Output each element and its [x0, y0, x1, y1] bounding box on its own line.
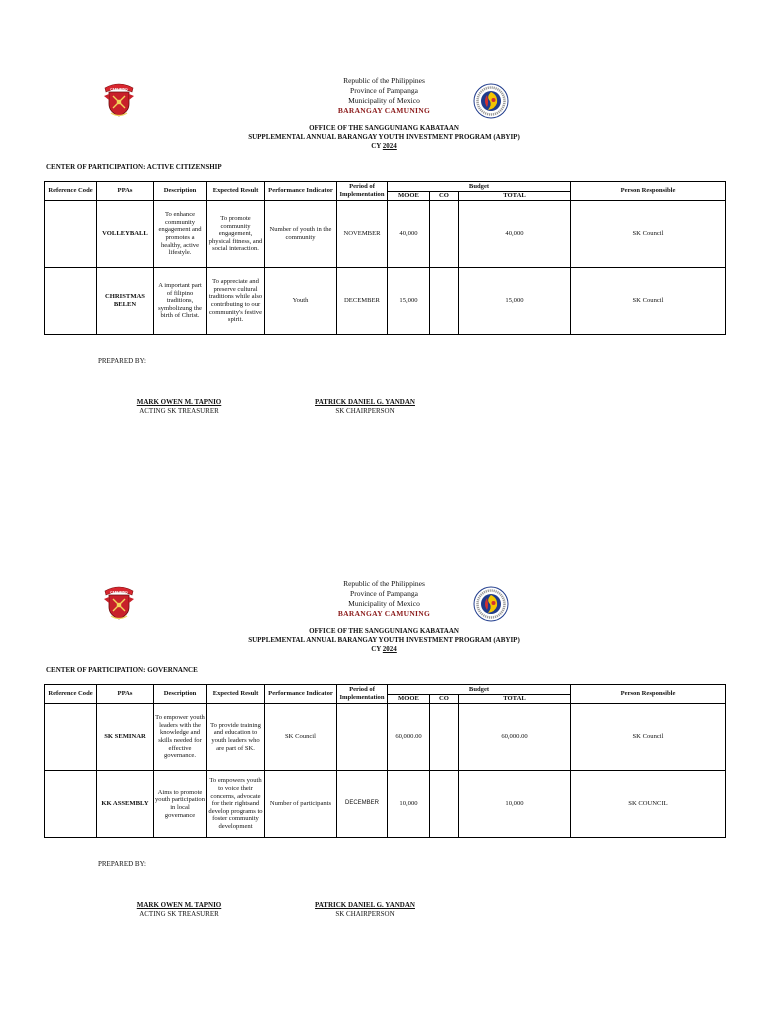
center-of-participation: CENTER OF PARTICIPATION: GOVERNANCE [46, 666, 198, 674]
program-title: SUPPLEMENTAL ANNUAL BARANGAY YOUTH INVESTMENT PROGRAM (ABYIP) [248, 133, 520, 141]
cell-ppa: KK ASSEMBLY [97, 771, 154, 838]
col-co: CO [430, 695, 459, 704]
signatory-treasurer [120, 901, 238, 919]
header-republic: Republic of the Philippines [343, 579, 425, 588]
col-mooe: MOOE [388, 695, 430, 704]
cell-person: SK Council [571, 201, 726, 268]
signatory-title: ACTING SK TREASURER [139, 910, 219, 918]
cell-description: To empower youth leaders with the knowledge and skills needed for effective governance. [154, 704, 207, 771]
table-row [45, 704, 726, 771]
cell-total: 60,000.00 [459, 704, 571, 771]
col-description: Description [154, 685, 207, 704]
col-performance-indicator: Performance Indicator [265, 685, 337, 704]
col-budget: Budget [388, 685, 571, 695]
cell-description: Aims to promote youth participation in local governance [154, 771, 207, 838]
col-reference-code: Reference Code [45, 685, 97, 704]
cell-period: NOVEMBER [337, 201, 388, 268]
col-total: TOTAL [459, 192, 571, 201]
header-municipality: Municipality of Mexico [348, 96, 420, 105]
document-titles [0, 627, 768, 654]
cell-period: DECEMBER [337, 268, 388, 335]
header-barangay: BARANGAY CAMUNING [337, 106, 431, 115]
cell-indicator: Youth [265, 268, 337, 335]
svg-text:CAMUNING: CAMUNING [110, 87, 128, 92]
col-period: Period of Implementation [337, 685, 388, 704]
document-header [0, 76, 768, 116]
signatory-title: SK CHAIRPERSON [335, 910, 395, 918]
signatory-name: PATRICK DANIEL G. YANDAN [315, 901, 415, 909]
center-of-participation: CENTER OF PARTICIPATION: ACTIVE CITIZENSHIP [46, 163, 222, 171]
program-title: SUPPLEMENTAL ANNUAL BARANGAY YOUTH INVESTMENT PROGRAM (ABYIP) [248, 636, 520, 644]
col-description: Description [154, 182, 207, 201]
cell-period [337, 704, 388, 771]
prepared-by-label: PREPARED BY: [98, 860, 146, 868]
cell-indicator: SK Council [265, 704, 337, 771]
cell-ref [45, 201, 97, 268]
col-ppas: PPAs [97, 685, 154, 704]
table-row [45, 201, 726, 268]
signatory-name: PATRICK DANIEL G. YANDAN [315, 398, 415, 406]
col-co: CO [430, 192, 459, 201]
document-header [0, 579, 768, 619]
cell-expected-result: To appreciate and preserve cultural traditions while also contributing to our community's festive spirit. [207, 268, 265, 335]
header-province: Province of Pampanga [350, 589, 418, 598]
cell-expected-result: To provide training and education to youth leaders who are part of SK. [207, 704, 265, 771]
cell-mooe: 15,000 [388, 268, 430, 335]
document-titles [0, 124, 768, 151]
calendar-year: CY 2024 [371, 142, 397, 150]
cell-total: 40,000 [459, 201, 571, 268]
cell-indicator: Number of youth in the community [265, 201, 337, 268]
table-row [45, 268, 726, 335]
signatory-chairperson [300, 398, 430, 416]
cell-description: To enhance community engagement and promotes a healthy, active lifestyle. [154, 201, 207, 268]
cell-description: A important part of filipino traditions, symbolizung the birth of Christ. [154, 268, 207, 335]
header-municipality: Municipality of Mexico [348, 599, 420, 608]
cell-period: DECEMBER [337, 771, 388, 838]
col-person-responsible: Person Responsible [571, 182, 726, 201]
cell-ppa: VOLLEYBALL [97, 201, 154, 268]
cell-co [430, 268, 459, 335]
cell-person: SK COUNCIL [571, 771, 726, 838]
signatory-name: MARK OWEN M. TAPNIO [136, 901, 222, 909]
table-row [45, 771, 726, 838]
cell-total: 10,000 [459, 771, 571, 838]
office-title: OFFICE OF THE SANGGUNIANG KABATAAN [309, 124, 459, 132]
cell-indicator: Number of participants [265, 771, 337, 838]
header-barangay: BARANGAY CAMUNING [337, 609, 431, 618]
cell-total: 15,000 [459, 268, 571, 335]
cell-expected-result: To promote community engagement, physical fitness, and social interaction. [207, 201, 265, 268]
col-expected-result: Expected Result [207, 182, 265, 201]
prepared-by-label: PREPARED BY: [98, 357, 146, 365]
signatory-title: ACTING SK TREASURER [139, 407, 219, 415]
col-person-responsible: Person Responsible [571, 685, 726, 704]
abyip-table [44, 684, 726, 838]
col-mooe: MOOE [388, 192, 430, 201]
signatory-chairperson [300, 901, 430, 919]
cell-mooe: 40,000 [388, 201, 430, 268]
header-province: Province of Pampanga [350, 86, 418, 95]
cell-mooe: 60,000.00 [388, 704, 430, 771]
cell-person: SK Council [571, 704, 726, 771]
col-reference-code: Reference Code [45, 182, 97, 201]
office-title: OFFICE OF THE SANGGUNIANG KABATAAN [309, 627, 459, 635]
col-expected-result: Expected Result [207, 685, 265, 704]
cell-co [430, 201, 459, 268]
col-performance-indicator: Performance Indicator [265, 182, 337, 201]
cell-ref [45, 268, 97, 335]
cell-expected-result: To empowers youth to voice their concerns, advocate for their rightsand develop programs to foster community development [207, 771, 265, 838]
cell-ref [45, 771, 97, 838]
cell-co [430, 704, 459, 771]
cell-mooe: 10,000 [388, 771, 430, 838]
calendar-year: CY 2024 [371, 645, 397, 653]
signatory-title: SK CHAIRPERSON [335, 407, 395, 415]
cell-person: SK Council [571, 268, 726, 335]
cell-co [430, 771, 459, 838]
abyip-table [44, 181, 726, 335]
col-budget: Budget [388, 182, 571, 192]
signatory-treasurer [120, 398, 238, 416]
col-total: TOTAL [459, 695, 571, 704]
col-period: Period of Implementation [337, 182, 388, 201]
col-ppas: PPAs [97, 182, 154, 201]
cell-ppa: CHRISTMAS BELEN [97, 268, 154, 335]
svg-text:CAMUNING: CAMUNING [110, 590, 128, 595]
cell-ppa: SK SEMINAR [97, 704, 154, 771]
signatory-name: MARK OWEN M. TAPNIO [136, 398, 222, 406]
cell-ref [45, 704, 97, 771]
header-republic: Republic of the Philippines [343, 76, 425, 85]
